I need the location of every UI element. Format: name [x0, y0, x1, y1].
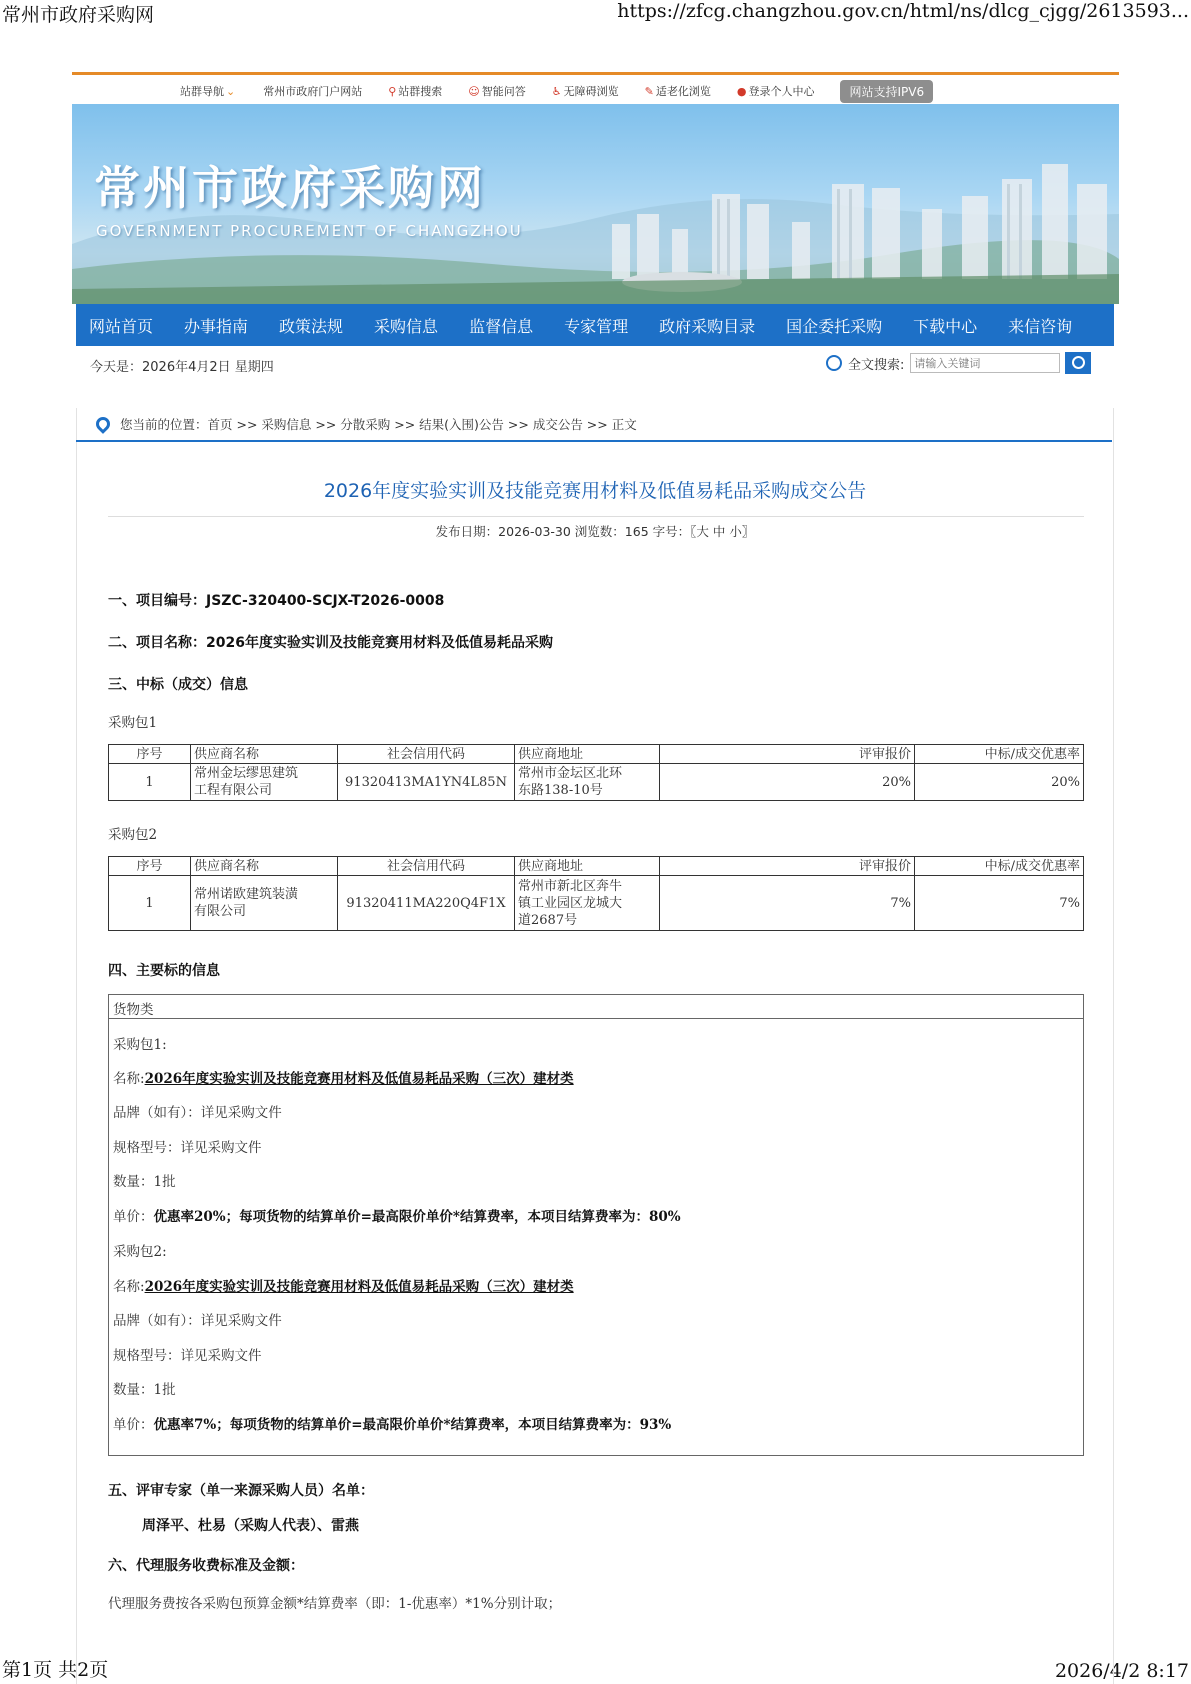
goods-pkg2-qty: 数量：1批: [113, 1382, 176, 1398]
title-divider: [108, 516, 1084, 517]
goods-pkg1-brand: 品牌（如有）：详见采购文件: [113, 1105, 282, 1121]
nav-home[interactable]: 网站首页: [89, 316, 154, 336]
search-button[interactable]: [1065, 352, 1091, 374]
main-nav: [76, 304, 1114, 346]
goods-pkg2-brand: 品牌（如有）：详见采购文件: [113, 1313, 282, 1329]
experts-list: 周泽平、杜易（采购人代表）、雷燕: [142, 1518, 359, 1534]
nav-supervision[interactable]: 监督信息: [469, 316, 534, 336]
site-search-link[interactable]: ⚲ 站群搜索: [388, 84, 443, 98]
goods-pkg1-spec: 规格型号：详见采购文件: [113, 1140, 262, 1156]
goods-header: 货物类: [109, 995, 1083, 1019]
chevron-down-icon: ⌄: [226, 84, 236, 98]
nav-soe-procurement[interactable]: 国企委托采购: [786, 316, 883, 336]
elderly-mode-link[interactable]: ✎ 适老化浏览: [644, 84, 711, 98]
search-icon: [826, 355, 842, 371]
goods-pkg1-name: 名称:2026年度实验实训及技能竞赛用材料及低值易耗品采购（三次）建材类: [113, 1071, 574, 1087]
login-link[interactable]: ● 登录个人中心: [736, 84, 815, 98]
th-supplier: 供应商名称: [191, 745, 338, 764]
goods-pkg2-spec: 规格型号：详见采购文件: [113, 1348, 262, 1364]
search-icon: ⚲: [388, 84, 397, 98]
package-2-label: 采购包2: [108, 827, 158, 843]
table-row: 1 常州金坛缪思建筑 工程有限公司 91320413MA1YN4L85N 常州市金坛区北环 东路138-10号 20% 20%: [109, 764, 1084, 801]
nav-guide[interactable]: 办事指南: [184, 316, 249, 336]
elderly-icon: ✎: [644, 84, 654, 98]
site-banner: [72, 104, 1119, 304]
goods-pkg1-label: 采购包1:: [113, 1037, 167, 1053]
nav-experts[interactable]: 专家管理: [564, 316, 629, 336]
section-project-name: 二、项目名称：2026年度实验实训及技能竞赛用材料及低值易耗品采购: [108, 635, 553, 651]
section-main-items: 四、主要标的信息: [108, 963, 220, 979]
breadcrumb: [96, 415, 637, 433]
print-page-url: https://zfcg.changzhou.gov.cn/html/ns/dlcg_cjgg/2613593...: [617, 0, 1189, 22]
breadcrumb-text: 您当前的位置：首页 >> 采购信息 >> 分散采购 >> 结果(入围)公告 >> 成交公告 >> 正文: [120, 417, 637, 432]
section-project-number: 一、项目编号：JSZC-320400-SCJX-T2026-0008: [108, 593, 445, 609]
print-page-number: 第1页 共2页: [2, 1659, 109, 1681]
section-experts: 五、评审专家（单一来源采购人员）名单：: [108, 1483, 374, 1499]
article-meta: 发布日期：2026-03-30 浏览数：165 字号：〖大 中 小〗: [435, 524, 755, 539]
nav-contact[interactable]: 来信咨询: [1008, 316, 1073, 336]
goods-pkg1-qty: 数量：1批: [113, 1174, 176, 1190]
agency-fee-text: 代理服务费按各采购包预算金额*结算费率（即：1-优惠率）*1%分别计取；: [108, 1596, 562, 1612]
th-rate: 中标/成交优惠率: [915, 745, 1084, 764]
search-label: 全文搜索:: [848, 357, 905, 373]
banner-subtitle: GOVERNMENT PROCUREMENT OF CHANGZHOU: [96, 222, 523, 240]
nav-procurement-info[interactable]: 采购信息: [374, 316, 439, 336]
table-row: 1 常州诺欧建筑装潢 有限公司 91320411MA220Q4F1X 常州市新北区奔牛 镇工业园区龙城大 道2687号 7% 7%: [109, 876, 1084, 931]
section-award-info: 三、中标（成交）信息: [108, 677, 248, 693]
th-address: 供应商地址: [515, 745, 660, 764]
th-no: 序号: [109, 745, 191, 764]
goods-pkg2-label: 采购包2:: [113, 1244, 167, 1260]
robot-icon: ☺: [468, 84, 480, 98]
accessibility-icon: ♿: [551, 84, 562, 98]
package-1-label: 采购包1: [108, 715, 158, 731]
ipv6-badge: 网站支持IPV6: [840, 80, 933, 103]
search-input[interactable]: [910, 353, 1060, 373]
goods-box: [108, 994, 1084, 1456]
site-group-nav-link[interactable]: 站群导航 ⌄: [180, 84, 236, 98]
user-icon: ●: [736, 84, 747, 98]
gov-portal-link[interactable]: 常州市政府门户网站: [263, 85, 363, 98]
article-title: 2026年度实验实训及技能竞赛用材料及低值易耗品采购成交公告: [323, 480, 867, 502]
accessibility-link[interactable]: ♿ 无障碍浏览: [551, 84, 619, 98]
goods-pkg1-price: 单价：优惠率20%；每项货物的结算单价=最高限价单价*结算费率，本项目结算费率为：80%: [113, 1209, 681, 1225]
goods-pkg2-price: 单价：优惠率7%；每项货物的结算单价=最高限价单价*结算费率，本项目结算费率为：93%: [113, 1417, 672, 1433]
current-date: 今天是：2026年4月2日 星期四: [90, 360, 274, 375]
breadcrumb-divider: [76, 440, 1112, 442]
goods-pkg2-name: 名称:2026年度实验实训及技能竞赛用材料及低值易耗品采购（三次）建材类: [113, 1279, 574, 1295]
print-page-title: 常州市政府采购网: [2, 4, 155, 26]
section-agency-fee: 六、代理服务收费标准及金额：: [108, 1558, 304, 1574]
location-pin-icon: [93, 414, 113, 434]
award-table-1: [108, 744, 1084, 801]
smart-qa-link[interactable]: ☺ 智能问答: [468, 84, 526, 98]
nav-catalog[interactable]: 政府采购目录: [659, 316, 756, 336]
award-table-2: 序号 供应商名称 社会信用代码 供应商地址 评审报价 中标/成交优惠率 1 常州诺欧建筑装潢 有限公司 91320411MA220Q4F1X 常州市新北区奔牛 镇工业园区龙城大 道2687号 7% 7%: [108, 856, 1084, 931]
th-credit-code: 社会信用代码: [338, 745, 515, 764]
nav-downloads[interactable]: 下载中心: [913, 316, 978, 336]
print-timestamp: 2026/4/2 8:17: [1054, 1660, 1189, 1682]
th-price: 评审报价: [660, 745, 915, 764]
nav-policy[interactable]: 政策法规: [279, 316, 344, 336]
banner-title: 常州市政府采购网: [94, 161, 486, 215]
search-bar: [826, 352, 1091, 374]
top-utility-bar: [72, 72, 1119, 107]
